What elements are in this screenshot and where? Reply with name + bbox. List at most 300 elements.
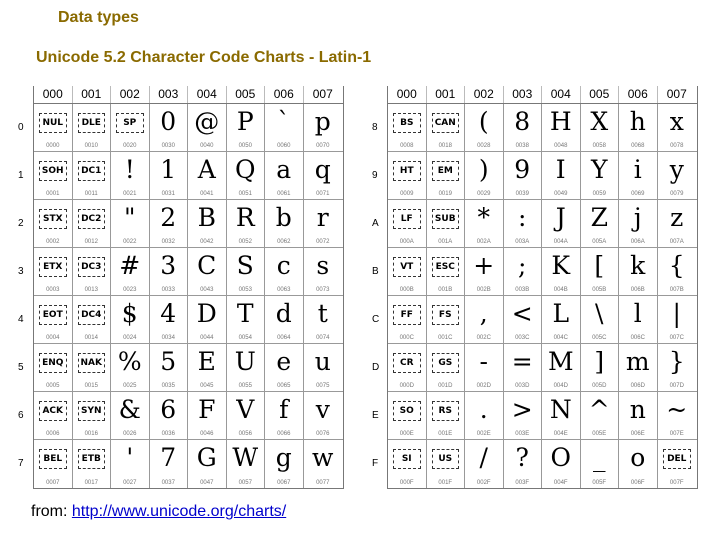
char-glyph: t [317,299,328,328]
char-cell [73,104,112,151]
char-cell [427,440,466,488]
char-cell [542,200,581,247]
char-code: 0024 [123,335,137,341]
column-header: 000 [388,86,427,103]
char-glyph: \ [595,299,604,328]
char-cell [111,344,150,391]
char-glyph: X [590,107,609,136]
control-char-box: ACK [39,401,67,421]
char-code: 006F [630,480,645,486]
char-code: 0062 [277,239,291,245]
char-cell [658,200,697,247]
char-code: 006D [630,383,645,389]
char-cell [504,200,543,247]
char-code: 0011 [84,191,98,197]
column-header: 006 [265,86,304,103]
char-code: 0069 [631,191,645,197]
char-glyph: [ [594,251,605,280]
char-code: 0040 [200,143,214,149]
char-cell [619,344,658,391]
char-code: 0022 [123,239,137,245]
chart-row [388,248,697,296]
char-code: 0017 [84,480,98,486]
char-code: 0056 [238,431,252,437]
char-code: 0016 [84,431,98,437]
char-code: 0007 [46,480,60,486]
char-cell [658,392,697,439]
char-glyph: i [633,155,642,184]
char-glyph: 8 [514,107,531,136]
row-label: E [372,410,379,421]
char-cell [111,200,150,247]
char-code: 000F [399,480,414,486]
char-code: 0027 [123,480,137,486]
char-code: 0035 [161,383,175,389]
char-cell [581,200,620,247]
char-cell [619,248,658,295]
char-glyph: ? [515,443,529,472]
char-code: 004C [553,335,568,341]
char-code: 005B [592,287,607,293]
char-cell [388,440,427,488]
char-cell [188,248,227,295]
char-code: 0002 [46,239,60,245]
char-cell [542,104,581,151]
char-glyph: = [511,347,533,376]
char-cell [465,104,504,151]
char-glyph: S [236,251,254,280]
control-char-box: DC4 [78,305,106,325]
char-glyph: | [672,299,681,328]
char-cell [227,152,266,199]
char-code: 002F [476,480,491,486]
column-header: 005 [581,86,620,103]
control-char-box: LF [393,209,421,229]
chart-row [388,200,697,248]
control-char-box: SP [116,113,144,133]
char-code: 0046 [200,431,214,437]
page-subtitle: Unicode 5.2 Character Code Charts - Latin-1 [36,49,372,66]
char-cell [111,248,150,295]
char-glyph: F [198,395,216,424]
char-code: 0066 [277,431,291,437]
row-labels [367,104,385,488]
char-glyph: f [279,395,289,424]
char-code: 0059 [592,191,606,197]
char-glyph: 9 [514,155,531,184]
char-cell [73,248,112,295]
char-code: 007E [669,431,684,437]
char-cell [388,152,427,199]
char-code: 0068 [631,143,645,149]
char-cell [227,248,266,295]
char-cell [227,440,266,488]
char-glyph: c [276,251,291,280]
char-code: 002A [476,239,491,245]
char-code: 0058 [592,143,606,149]
char-glyph: l [633,299,642,328]
char-glyph: / [479,443,488,472]
row-label: 9 [372,170,378,181]
char-code: 0006 [46,431,60,437]
char-code: 0075 [316,383,330,389]
char-code: 0070 [316,143,330,149]
char-cell [150,296,189,343]
column-header: 004 [188,86,227,103]
char-cell [465,392,504,439]
char-cell [542,344,581,391]
char-glyph: V [236,395,255,424]
char-glyph: H [549,107,572,136]
char-code: 001E [438,431,453,437]
char-code: 0076 [316,431,330,437]
char-cell [388,104,427,151]
source-link[interactable]: http://www.unicode.org/charts/ [71,503,287,520]
char-cell [388,296,427,343]
char-glyph: w [312,443,334,472]
char-code: 0021 [123,191,137,197]
char-cell [581,296,620,343]
char-code: 000D [399,383,414,389]
row-label: 5 [18,362,24,373]
char-code: 007D [669,383,684,389]
char-code: 0065 [277,383,291,389]
char-glyph: a [276,155,292,184]
chart-row [34,248,343,296]
char-glyph: ) [478,155,489,184]
char-cell [34,200,73,247]
char-glyph: C [197,251,217,280]
char-glyph: ~ [666,395,688,424]
char-code: 0026 [123,431,137,437]
row-label: A [372,218,379,229]
page-title: Data types [58,9,139,26]
char-glyph: n [629,395,646,424]
control-char-box: NAK [78,353,106,373]
char-code: 0043 [200,287,214,293]
char-code: 0020 [123,143,137,149]
char-cell [304,152,343,199]
char-cell [504,104,543,151]
char-code: 0042 [200,239,214,245]
char-cell [427,392,466,439]
char-code: 000E [399,431,414,437]
char-code: 0045 [200,383,214,389]
control-char-box: VT [393,257,421,277]
chart-row [34,392,343,440]
char-cell [265,152,304,199]
footer-prefix: from: [31,503,72,520]
char-code: 0072 [316,239,330,245]
char-code: 0014 [84,335,98,341]
char-glyph: D [196,299,217,328]
char-code: 006C [630,335,645,341]
char-cell [304,296,343,343]
char-cell [304,392,343,439]
char-code: 007A [669,239,684,245]
char-cell [73,296,112,343]
char-glyph: I [555,155,566,184]
char-code: 0005 [46,383,60,389]
char-glyph: o [630,443,646,472]
control-char-box: ESC [432,257,460,277]
char-code: 0071 [316,191,330,197]
control-char-box: EM [432,161,460,181]
char-glyph: W [232,443,259,472]
char-glyph: U [234,347,256,376]
char-glyph: q [314,155,331,184]
char-glyph: J [555,203,566,232]
row-label: C [372,314,380,325]
column-header: 003 [150,86,189,103]
control-char-box: DC3 [78,257,106,277]
char-glyph: 3 [160,251,177,280]
char-glyph: Z [590,203,608,232]
char-glyph: $ [121,299,138,328]
char-glyph: : [518,203,527,232]
char-cell [73,344,112,391]
char-glyph: 2 [160,203,177,232]
control-char-box: BS [393,113,421,133]
char-cell [34,392,73,439]
char-code: 0036 [161,431,175,437]
char-code: 0049 [554,191,568,197]
column-header: 007 [312,87,333,101]
char-cell [388,248,427,295]
row-label: 6 [18,410,24,421]
chart-row [34,104,343,152]
char-cell [188,200,227,247]
char-code: 000B [399,287,414,293]
column-header: 004 [542,86,581,103]
row-label: D [372,362,380,373]
row-label: 8 [372,122,378,133]
char-code: 0078 [670,143,684,149]
char-code: 0050 [238,143,252,149]
char-code: 0030 [161,143,175,149]
char-glyph: ! [124,155,135,184]
char-cell [150,152,189,199]
chart-row [388,296,697,344]
char-cell [465,152,504,199]
chart-row [34,152,343,200]
char-glyph: m [625,347,650,376]
char-cell [542,440,581,488]
char-cell [265,440,304,488]
char-code: 0003 [46,287,60,293]
char-code: 0073 [316,287,330,293]
char-cell [111,296,150,343]
char-glyph: G [196,443,217,472]
char-cell [265,104,304,151]
char-cell [188,296,227,343]
char-cell [542,392,581,439]
char-glyph: ^ [588,395,610,424]
row-label: 1 [18,170,24,181]
char-cell [619,392,658,439]
char-glyph: r [316,203,329,232]
row-label: 2 [18,218,24,229]
char-code: 006E [630,431,645,437]
column-header: 001 [427,86,466,103]
char-glyph: & [118,395,141,424]
char-glyph: E [197,347,216,376]
char-cell [658,104,697,151]
control-char-box: SYN [78,401,106,421]
char-cell [658,440,697,488]
char-code: 006A [630,239,645,245]
char-code: 007C [669,335,684,341]
control-char-box: EOT [39,305,67,325]
char-code: 004B [553,287,568,293]
char-cell [34,344,73,391]
char-code: 0025 [123,383,137,389]
row-label: 4 [18,314,24,325]
char-cell [658,296,697,343]
char-cell [265,296,304,343]
char-glyph: - [479,347,488,376]
control-char-box: BEL [39,449,67,469]
char-code: 0009 [400,191,414,197]
char-code: 006B [630,287,645,293]
char-code: 0031 [161,191,175,197]
code-grid [33,86,344,489]
char-cell [542,248,581,295]
char-code: 001C [438,335,453,341]
control-char-box: SI [393,449,421,469]
char-glyph: j [633,203,642,232]
control-char-box: DEL [663,449,692,469]
char-code: 004F [553,480,568,486]
char-code: 004D [553,383,568,389]
footer-source [31,503,286,521]
char-code: 0033 [161,287,175,293]
char-code: 004A [553,239,568,245]
char-code: 001D [438,383,453,389]
row-label: 0 [18,122,24,133]
char-glyph: { [668,251,685,280]
char-code: 0023 [123,287,137,293]
char-glyph: P [236,107,254,136]
char-cell [227,200,266,247]
char-cell [504,296,543,343]
control-char-box: US [432,449,460,469]
char-cell [304,344,343,391]
char-cell [504,440,543,488]
char-glyph: g [275,443,292,472]
char-glyph: k [630,251,646,280]
char-cell [34,104,73,151]
char-glyph: 4 [160,299,177,328]
char-glyph: M [547,347,574,376]
char-code: 0048 [554,143,568,149]
char-code: 0037 [161,480,175,486]
char-code: 0061 [277,191,291,197]
char-code: 000C [399,335,414,341]
char-cell [581,440,620,488]
char-code: 0041 [200,191,214,197]
char-glyph: < [511,299,533,328]
chart-row [388,104,697,152]
char-cell [427,104,466,151]
char-cell [188,440,227,488]
char-code: 002C [476,335,491,341]
char-cell [465,296,504,343]
char-cell [658,344,697,391]
char-code: 0044 [200,335,214,341]
char-glyph: Y [590,155,608,184]
char-code: 007B [669,287,684,293]
char-code: 0057 [238,480,252,486]
char-cell [427,296,466,343]
char-cell [73,440,112,488]
char-code: 007F [669,480,684,486]
char-cell [150,104,189,151]
char-code: 0052 [238,239,252,245]
char-code: 003E [515,431,530,437]
char-cell [427,344,466,391]
char-cell [188,104,227,151]
char-cell [427,248,466,295]
char-code: 0032 [161,239,175,245]
char-code: 0013 [84,287,98,293]
char-cell [150,440,189,488]
char-cell [581,392,620,439]
char-cell [504,344,543,391]
chart-row [388,392,697,440]
char-glyph: ` [277,107,290,136]
char-code: 002D [476,383,491,389]
char-code: 001B [438,287,453,293]
char-glyph: _ [593,443,606,472]
char-cell [465,248,504,295]
char-code: 0079 [670,191,684,197]
char-code: 0051 [238,191,252,197]
char-code: 0067 [277,480,291,486]
char-cell [504,392,543,439]
char-cell [111,440,150,488]
char-cell [619,200,658,247]
char-glyph: x [669,107,684,136]
column-header: 002 [111,86,150,103]
control-char-box: DLE [78,113,106,133]
chart-row [388,344,697,392]
char-cell [304,200,343,247]
char-code: 0000 [46,143,60,149]
char-glyph: y [669,155,684,184]
char-glyph: d [275,299,292,328]
char-code: 0077 [316,480,330,486]
char-code: 0001 [46,191,60,197]
char-glyph: v [315,395,330,424]
char-glyph: + [473,251,495,280]
char-code: 0063 [277,287,291,293]
char-cell [304,248,343,295]
char-code: 005C [592,335,607,341]
char-cell [73,200,112,247]
char-glyph: z [670,203,684,232]
char-code: 0015 [84,383,98,389]
char-glyph: p [314,107,331,136]
control-char-box: FS [432,305,460,325]
char-cell [34,248,73,295]
char-glyph: 0 [160,107,177,136]
char-glyph: b [275,203,292,232]
char-cell [581,104,620,151]
chart-row [34,440,343,488]
char-code: 0060 [277,143,291,149]
code-grid [387,86,698,489]
